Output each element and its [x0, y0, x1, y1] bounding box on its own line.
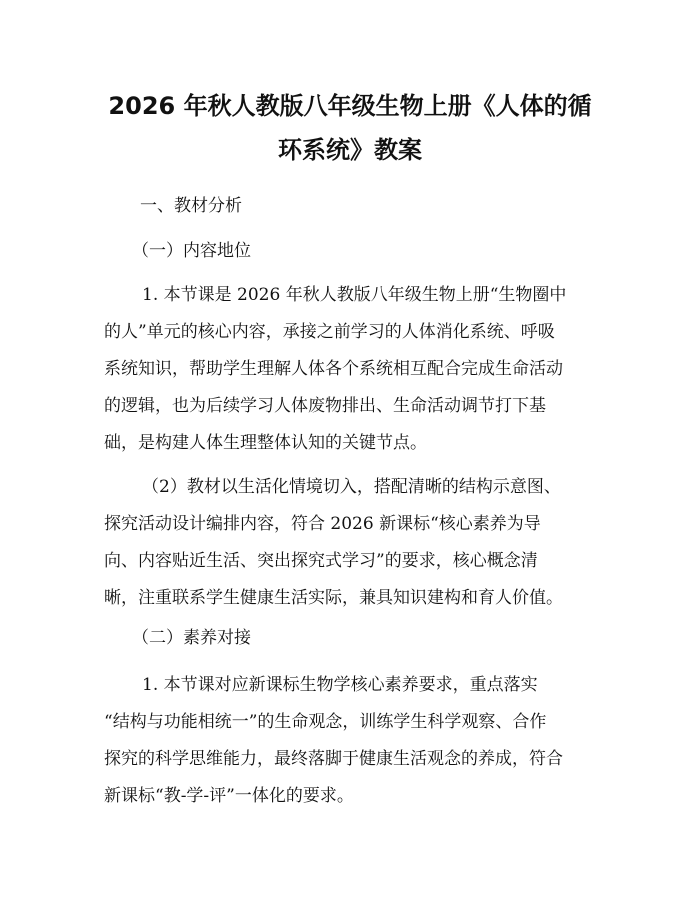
- paragraph-line: 的人”单元的核心内容，承接之前学习的人体消化系统、呼吸: [104, 322, 555, 342]
- paragraph-line: 探究的科学思维能力，最终落脚于健康生活观念的养成，符合: [104, 749, 563, 769]
- paragraph-line: （2）教材以生活化情境切入，搭配清晰的结构示意图、: [142, 477, 561, 497]
- paragraph-line: 系统知识，帮助学生理解人体各个系统相互配合完成生命活动: [104, 359, 563, 379]
- document-title-line-2: 环系统》教案: [278, 136, 422, 164]
- paragraph-line: 的逻辑，也为后续学习人体废物排出、生命活动调节打下基: [104, 396, 546, 416]
- section-heading-textbook-analysis: 一、教材分析: [140, 196, 242, 216]
- paragraph-line: “结构与功能相统一”的生命观念，训练学生科学观察、合作: [104, 712, 547, 732]
- paragraph-line: 1. 本节课对应新课标生物学核心素养要求，重点落实: [142, 675, 538, 695]
- paragraph-line: 向、内容贴近生活、突出探究式学习”的要求，核心概念清: [104, 551, 538, 571]
- paragraph-content-position: [104, 277, 604, 462]
- paragraph-textbook-design: [104, 469, 604, 617]
- paragraph-line: 新课标“教-学-评”一体化的要求。: [104, 786, 354, 806]
- paragraph-line: 晰，注重联系学生健康生活实际，兼具知识建构和育人价值。: [104, 588, 563, 608]
- subsection-heading-content-position: （一）内容地位: [132, 241, 251, 261]
- subsection-heading-literacy-alignment: （二）素养对接: [132, 628, 251, 648]
- paragraph-literacy-alignment: [104, 667, 604, 815]
- paragraph-line: 探究活动设计编排内容，符合 2026 新课标“核心素养为导: [104, 514, 541, 534]
- document-title-line-1: 2026 年秋人教版八年级生物上册《人体的循: [108, 92, 592, 120]
- paragraph-line: 1. 本节课是 2026 年秋人教版八年级生物上册“生物圈中: [142, 285, 567, 305]
- paragraph-line: 础，是构建人体生理整体认知的关键节点。: [104, 433, 427, 453]
